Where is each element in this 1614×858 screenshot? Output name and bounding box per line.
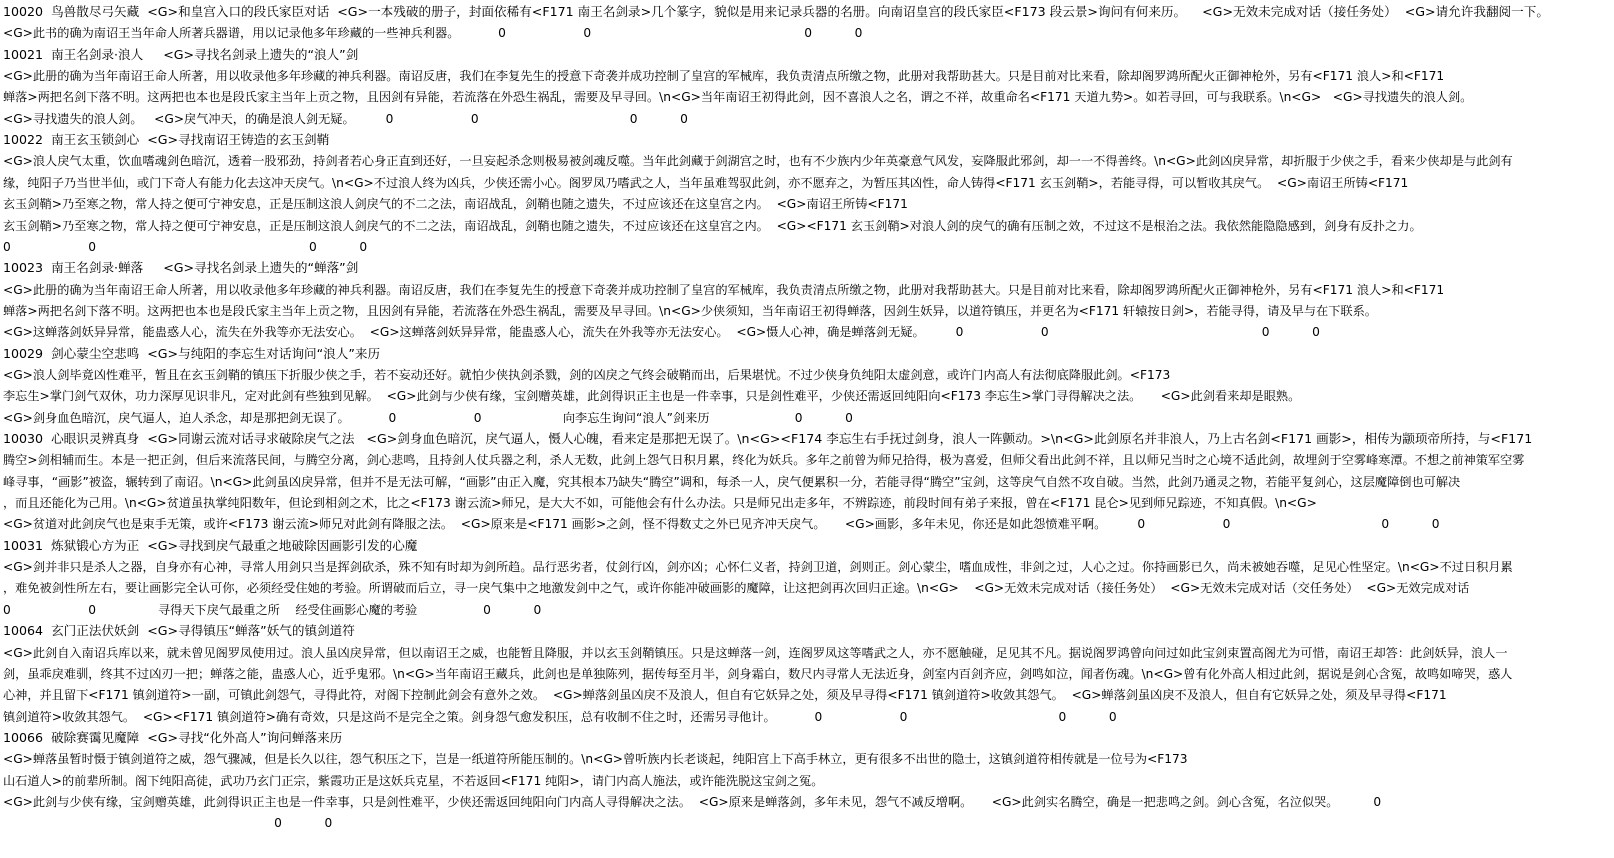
text-line: <G>此册的确为当年南诏王命人所著，用以收录他多年珍藏的神兵利器。南诏反唐，我们在李复先生的授意下奇袭并成功控制了皇宫的军械库，我负责清点所缴之物，此册对我帮助甚大。只是目前对比来看，除却阁罗鸿所配火正御神枪外，另有<F171 浪人>和<F171 [3,69,1445,84]
text-line: <G>浪人戾气太重，饮血嗜魂剑色暗沉，透着一股邪劲，持剑者若心身正直到还好，一旦妄起杀念则极易被剑魂反噬。当年此剑藏于剑湖宫之时，也有不少族内少年英豪意气风发，妄降服此邪剑，却一一不得善终。\n<G>此剑凶戾异常，却折服于少侠之手，看来少侠却是与此剑有 [3,154,1513,169]
text-line: 腾空>剑相辅而生。本是一把正剑，但后来流落民间，与腾空分离，剑心悲鸣，且持剑人仗兵器之利，杀人无数，此剑上怨气日积月累，终化为妖兵。多年之前曾为师兄拾得，极为喜爱，但师父看出此剑不祥，且以师兄当时之心境不适此剑，故埋剑于空雾峰寒潭。不想之前神策军空雾 [3,453,1525,468]
text-line: <G>此书的确为南诏王当年命人所著兵器谱，用以记录他多年珍藏的一些神兵利器。 0 0 0 0 [3,26,863,41]
text-line: <G>剑身血色暗沉，戾气逼人，迫人杀念，却是那把剑无误了。 0 0 向李忘生询问“浪人”剑来历 0 0 [3,410,853,425]
quest-header-line: 10020 鸟兽散尽弓矢藏 <G>和皇宫入口的段氏家臣对话 <G>一本残破的册子，封面依稀有<F171 南王名剑录>几个篆字，貌似是用来记录兵器的名册。向南诏皇宫的段氏家臣<F173 段云景>询问有何来历。 <G>无效未完成对话（接任务处） <G>请允许我翻阅一下。 [3,4,1549,19]
quest-header-line: 10021 南王名剑录·浪人 <G>寻找名剑录上遗失的“浪人”剑 [3,46,359,62]
text-line: <G>蝉落虽暂时慑于镇剑道符之威，怨气骤减，但是长久以往，怨气积压之下，岂是一纸道符所能压制的。\n<G>曾听族内长老谈起，纯阳宫上下高手林立，更有很多不出世的隐士，这镇剑道符相传就是一位号为<F173 [3,752,1188,767]
text-line: 0 0 0 0 [3,239,368,254]
text-line: 剑，虽乖戾难驯，终其不过凶刃一把；蝉落之能，蛊惑人心，近乎鬼邪。\n<G>当年南诏王藏兵，此剑也是单独陈列，据传每至月半，剑身霜白，数尺内寻常人无法近身，剑室内百剑齐应，剑鸣如泣，闻者伤魂。\n<G>曾有化外高人相过此剑，据说是剑心含冤，故鸣如啼哭，惑人 [3,666,1513,681]
text-line: 山石道人>的前辈所制。阁下纯阳高徒，武功乃玄门正宗，紫霞功正是这妖兵克星，不若返回<F171 纯阳>，请门内高人施法，或许能洗脱这宝剑之冤。 [3,773,824,788]
quest-header-line: 10029 剑心蒙尘空悲鸣 <G>与纯阳的李忘生对话询问“浪人”来历 [3,345,381,361]
text-line: 心神，并且留下<F171 镇剑道符>一副，可镇此剑怨气，寻得此符，对阁下控制此剑会有意外之效。 <G>蝉落剑虽凶戾不及浪人，但自有它妖异之处，须及早寻得<F171 镇剑道符>收敛其怨气。 <G>蝉落剑虽凶戾不及浪人，但自有它妖异之处，须及早寻得<F171 [3,688,1447,703]
text-line: ，而且还能化为己用。\n<G>贫道虽执掌纯阳数年，但论到相剑之术，比之<F173 谢云流>师兄，是大大不如，可能他会有什么办法。只是师兄出走多年，不辨踪迹，前段时间有弟子来报，曾在<F171 昆仑>见到师兄踪迹，不知真假。\n<G> [3,496,1317,511]
quest-header-line: 10064 玄门正法伏妖剑 <G>寻得镇压“蝉落”妖气的镇剑道符 [3,623,355,639]
quest-header-line: 10023 南王名剑录·蝉落 <G>寻找名剑录上遗失的“蝉落”剑 [3,260,359,276]
quest-header-line: 10022 南王玄玉锁剑心 <G>寻找南诏王铸造的玄玉剑鞘 [3,132,330,148]
quest-header-line: 10031 炼狱锻心方为正 <G>寻找到戾气最重之地破除因画影引发的心魔 [3,537,418,553]
text-line: <G>浪人剑毕竟凶性难平，暂且在玄玉剑鞘的镇压下折服少侠之手，若不妄动还好。就怕少侠执剑杀戮，剑的凶戾之气终会破鞘而出，后果堪忧。不过少侠身负纯阳太虚剑意，或许门内高人有法彻底降服此剑。<F173 [3,367,1171,382]
quest-header-line: 10030 心眼识灵辨真身 <G>同谢云流对话寻求破除戾气之法 <G>剑身血色暗沉，戾气逼人，慑人心魄，看来定是那把无误了。\n<G><F174 李忘生右手抚过剑身，浪人一阵颤动。>\n<G>此剑原名并非浪人，乃上古名剑<F171 画影>，相传为颛顼帝所持，与<F171 [3,431,1533,446]
text-line: 缘，纯阳子乃当世半仙，或门下奇人有能力化去这冲天戾气。\n<G>不过浪人终为凶兵，少侠还需小心。阁罗凤乃嗜武之人，当年虽难驾驭此剑，亦不愿弃之，为暂压其凶性，命人铸得<F171 玄玉剑鞘>，若能寻得，可以暂收其戾气。 <G>南诏王所铸<F171 [3,175,1409,190]
text-line: 玄玉剑鞘>乃至寒之物，常人持之便可宁神安息，正是压制这浪人剑戾气的不二之法，南诏战乱，剑鞘也随之遗失，不过应该还在这皇宫之内。 <G><F171 玄玉剑鞘>对浪人剑的戾气的确有压制之效，不过这不是根治之法。我依然能隐隐感到，剑身有反扑之力。 [3,218,1422,233]
text-line: 0 0 寻得天下戾气最重之所 经受住画影心魔的考验 0 0 [3,602,542,617]
text-line: 镇剑道符>收敛其怨气。 <G><F171 镇剑道符>确有奇效，只是这尚不是完全之策。剑身怨气愈发积压，总有收制不住之时，还需另寻他计。 0 0 0 0 [3,709,1117,724]
text-line: <G>剑并非只是杀人之器，自身亦有心神，寻常人用剑只当是挥剑砍杀，殊不知有时却为剑所趋。品行恶劣者，仗剑行凶，剑亦凶；心怀仁义者，持剑卫道，剑则正。剑心蒙尘，嗜血成性，非剑之过，人心之过。你持画影已久，尚未被她吞噬，足见心性坚定。\n<G>不过日积月累 [3,560,1513,575]
text-line: 峰寻事，“画影”被盗，辗转到了南诏。\n<G>此剑虽凶戾异常，但并不是无法可解，“画影”由正入魔，究其根本乃缺失“腾空”调和，每杀一人，戾气便累积一分，若能寻得“腾空”宝剑，这等戾气自然不攻自破。当然，此剑乃通灵之物，若能平复剑心，这层魔障倒也可解决 [3,474,1461,489]
text-line: <G>这蝉落剑妖异异常，能蛊惑人心，流失在外我等亦无法安心。 <G>这蝉落剑妖异异常，能蛊惑人心，流失在外我等亦无法安心。 <G>慑人心神，确是蝉落剑无疑。 0 0 0 0 [3,325,1320,340]
text-line: <G>此册的确为当年南诏王命人所著，用以收录他多年珍藏的神兵利器。南诏反唐，我们在李复先生的授意下奇袭并成功控制了皇宫的军械库，我负责清点所缴之物，此册对我帮助甚大。只是目前对比来看，除却阁罗鸿所配火正御神枪外，另有<F171 浪人>和<F171 [3,282,1445,297]
text-line: <G>贫道对此剑戾气也是束手无策，或许<F173 谢云流>师兄对此剑有降服之法。 <G>原来是<F171 画影>之剑，怪不得数丈之外已见齐冲天戾气。 <G>画影，多年未见，你还是如此怨愤难平啊。 0 0 0 0 [3,517,1440,532]
text-line: 蝉落>两把名剑下落不明。这两把也本也是段氏家主当年上贡之物，且因剑有异能，若流落在外恐生祸乱，需要及早寻回。\n<G>少侠须知，当年南诏王初得蝉落，因剑生妖异，以道符镇压，并更名为<F171 轩辕按日剑>，若能寻得，请及早与在下联系。 [3,303,1377,318]
text-line: ，难免被剑性所左右，要让画影完全认可你，必须经受住她的考验。所谓破而后立，寻一戾气集中之地激发剑中之气，或许你能冲破画影的魔障，让这把剑再次回归正途。\n<G> <G>无效未完成对话（接任务处） <G>无效未完成对话（交任务处） <G>无效完成对话 [3,581,1470,596]
text-line: 0 0 [3,816,333,831]
text-line: 玄玉剑鞘>乃至寒之物，常人持之便可宁神安息，正是压制这浪人剑戾气的不二之法，南诏战乱，剑鞘也随之遗失，不过应该还在这皇宫之内。 <G>南诏王所铸<F171 [3,197,908,212]
text-line: 蝉落>两把名剑下落不明。这两把也本也是段氏家主当年上贡之物，且因剑有异能，若流落在外恐生祸乱，需要及早寻回。\n<G>当年南诏王初得此剑，因不喜浪人之名，谓之不祥，故重命名<F171 天道九势>。如若寻回，可与我联系。\n<G> <G>寻找遗失的浪人剑。 [3,90,1473,105]
text-line: <G>寻找遗失的浪人剑。 <G>戾气冲天，的确是浪人剑无疑。 0 0 0 0 [3,111,688,126]
quest-header-line: 10066 破除赛霭见魔障 <G>寻找“化外高人”询问蝉落来历 [3,729,343,745]
text-line: <G>此剑与少侠有缘，宝剑赠英雄，此剑得识正主也是一件幸事，只是剑性难平，少侠还需返回纯阳向门内高人寻得解决之法。 <G>原来是蝉落剑，多年未见，怨气不减反增啊。 <G>此剑实名腾空，确是一把悲鸣之剑。剑心含冤，名泣似哭。 0 [3,794,1382,809]
text-line: <G>此剑自入南诏兵库以来，就未曾见阁罗凤使用过。浪人虽凶戾异常，但以南诏王之威，也能暂且降服，并以玄玉剑鞘镇压。只是这蝉落一剑，连阁罗凤这等嗜武之人，亦不愿触碰，足见其不凡。据说阁罗鸿曾向问过如此宝剑束置高阁尤为可惜，南诏王却答：此剑妖异，浪人一 [3,645,1508,660]
text-line: 李忘生>掌门剑气双休，功力深厚见识非凡，定对此剑有些独到见解。 <G>此剑与少侠有缘，宝剑赠英雄，此剑得识正主也是一件幸事，只是剑性难平，少侠还需返回纯阳向<F173 李忘生>掌门寻得解决之法。 <G>此剑看来却是眼熟。 [3,389,1301,404]
